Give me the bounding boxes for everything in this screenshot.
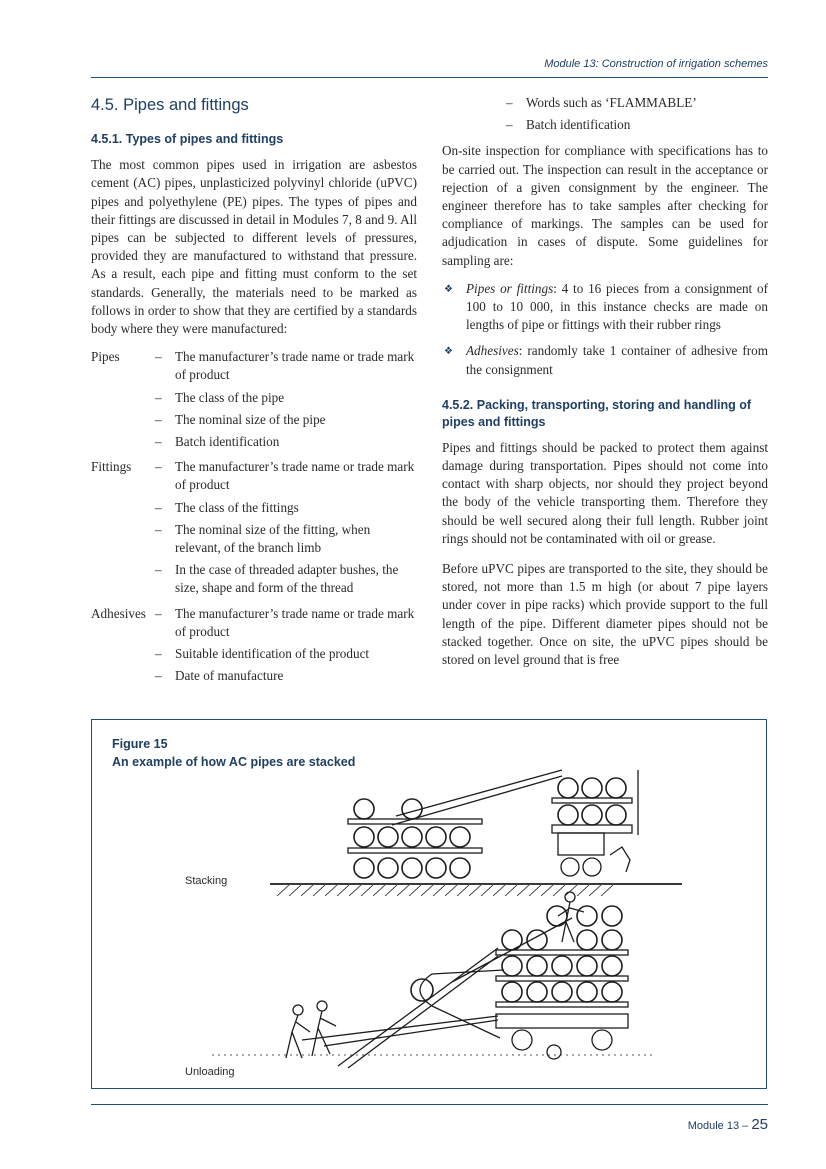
marking-item-text: Batch identification <box>526 117 631 133</box>
marking-item <box>91 561 417 597</box>
left-column <box>91 90 417 689</box>
footer-module: Module 13 – <box>687 1120 752 1132</box>
marking-item <box>91 645 417 663</box>
dash-bullet: – <box>155 562 162 578</box>
marking-item-text: The manufacturer’s trade name or trade mark of product <box>175 605 415 639</box>
sampling-bullets <box>442 280 768 379</box>
dash-bullet: – <box>155 521 162 537</box>
marking-group-label: Adhesives <box>91 605 146 621</box>
marking-requirements-list <box>91 348 417 685</box>
marking-item-text: The nominal size of the pipe <box>175 411 326 427</box>
diamond-bullet-icon: ❖ <box>444 283 453 295</box>
marking-item <box>91 411 417 429</box>
marking-item <box>91 605 417 641</box>
marking-item <box>91 458 417 494</box>
dash-bullet: – <box>155 646 162 662</box>
header-rule <box>91 77 768 78</box>
marking-group-label: Pipes <box>91 349 120 365</box>
marking-item <box>91 667 417 685</box>
dash-bullet: – <box>155 459 162 475</box>
figure-15 <box>91 719 767 1089</box>
intro-paragraph: The most common pipes used in irrigation are asbestos cement (AC) pipes, unplasticized polyvinyl chloride (uPVC) pipes and polyethylene (PE) pipes. The types of pipes and their fittings are discussed in detail in Modules 7, 8 and 9. All pipes can be subjected to different levels of pressures, provided they are manufactured to withstand that pressure. As a result, each pipe and fitting must conform to the set standards. Generally, the materials need to be marked as follows in order to show that they are certified by a standards body where they were manufactured: <box>91 157 417 337</box>
dash-bullet: – <box>155 605 162 621</box>
marking-item-text: Suitable identification of the product <box>175 646 370 662</box>
marking-item-text: Date of manufacture <box>175 668 284 684</box>
marking-item <box>442 116 768 134</box>
footer-rule <box>91 1104 768 1105</box>
dash-bullet: – <box>155 389 162 405</box>
marking-item-text: Words such as ‘FLAMMABLE’ <box>526 95 697 110</box>
dash-bullet: – <box>155 434 162 450</box>
marking-item-text: The nominal size of the fitting, when relevant, of the branch limb <box>175 521 371 556</box>
right-column <box>442 94 768 679</box>
marking-item-text: The class of the fittings <box>175 499 299 515</box>
packing-paragraph: Pipes and fittings should be packed to protect them against damage during transportation. Pipes should not come into contact with sharp objects, nor should they project beyond the body of the vehicle transporting them. Therefore they should be well secured along their full length. Rubber joint rings should not be contaminated with oil or grease. <box>442 439 768 546</box>
marking-item <box>91 521 417 557</box>
figure-caption: An example of how AC pipes are stacked <box>112 755 356 769</box>
bullet-text: : randomly take 1 container of adhesive from the consignment <box>466 343 768 377</box>
marking-item <box>91 433 417 451</box>
bullet-item <box>442 342 768 378</box>
dash-bullet: – <box>155 668 162 684</box>
bullet-item <box>442 280 768 335</box>
marking-item-text: The class of the pipe <box>175 389 285 405</box>
marking-item-text: The manufacturer’s trade name or trade mark of product <box>175 459 415 493</box>
dash-bullet: – <box>155 499 162 515</box>
marking-item-text: Batch identification <box>175 434 280 450</box>
inspection-paragraph: On-site inspection for compliance with specifications has to be carried out. The inspection can result in the acceptance or rejection of a given consignment by the engineer. The engineer therefore has to take samples after checking for compliance of markings. The samples can be used for adjudication in cases of dispute. Some guidelines for sampling are: <box>442 143 768 268</box>
diamond-bullet-icon: ❖ <box>444 346 453 358</box>
bullet-term: Adhesives <box>466 343 519 359</box>
marking-item-text: In the case of threaded adapter bushes, the size, shape and form of the thread <box>175 562 399 596</box>
bullet-text: : 4 to 16 pieces from a consignment of 100 to 10 000, in this instance checks are made on lengths of pipe or fittings with their rubber rings <box>466 280 768 333</box>
subsection-title-types: 4.5.1. Types of pipes and fittings <box>91 132 284 147</box>
marking-item <box>442 94 768 112</box>
dash-bullet: – <box>506 117 513 133</box>
page-number: 25 <box>751 1116 768 1133</box>
storage-paragraph: Before uPVC pipes are transported to the site, they should be stored, not more than 1.5 m high (or about 7 pipe layers under cover in pipe racks) which provide support to the full length of the pipe. Different diameter pipes should not be stacked together. Once on site, the uPVC pipes should be stored on level ground that is free <box>442 561 768 668</box>
footer <box>688 1116 768 1133</box>
subsection-title-packing: 4.5.2. Packing, transporting, storing and handling of pipes and fittings <box>442 397 752 429</box>
marking-item-text: The manufacturer’s trade name or trade mark of product <box>175 349 415 383</box>
marking-group-label: Fittings <box>91 459 132 475</box>
continued-marking-list <box>442 94 768 134</box>
label-unloading: Unloading <box>185 1066 235 1078</box>
bullet-term: Pipes or fittings <box>466 280 554 296</box>
marking-item <box>91 499 417 517</box>
running-header: Module 13: Construction of irrigation schemes <box>544 58 768 70</box>
section-title: 4.5. Pipes and fittings <box>91 96 249 114</box>
dash-bullet: – <box>155 411 162 427</box>
dash-bullet: – <box>155 349 162 365</box>
dash-bullet: – <box>506 95 513 110</box>
marking-item <box>91 348 417 384</box>
label-stacking: Stacking <box>185 875 228 887</box>
marking-item <box>91 389 417 407</box>
figure-number: Figure 15 <box>112 737 168 751</box>
pipe-stacking-illustration <box>92 720 766 1088</box>
